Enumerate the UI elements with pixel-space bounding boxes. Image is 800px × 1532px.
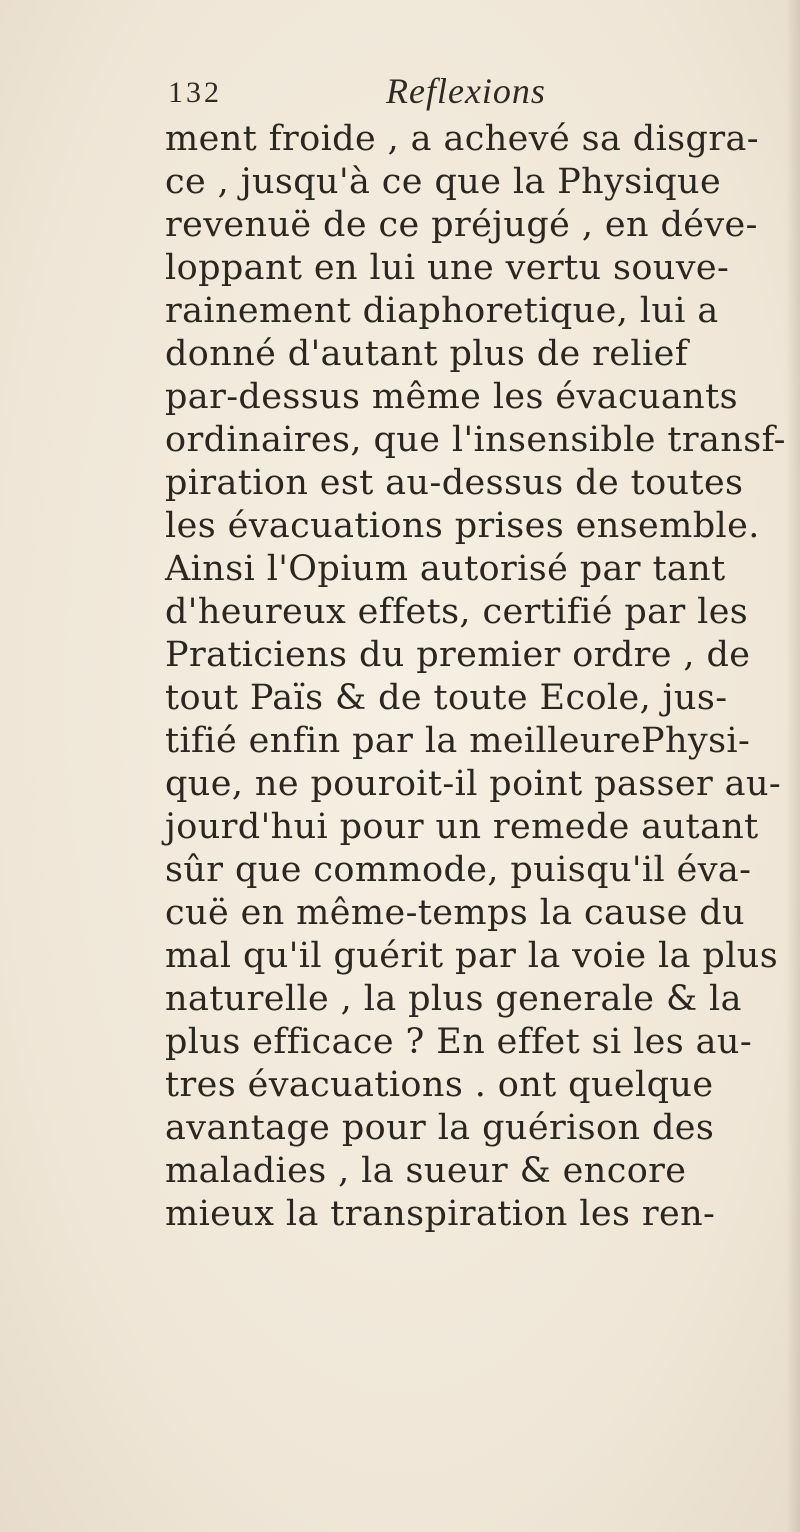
- text-line: Ainsi l'Opium autorisé par tant: [165, 549, 726, 589]
- text-line: d'heureux effets, certifié par les: [165, 592, 749, 632]
- text-line: ment froide , a achevé sa disgra-: [165, 119, 759, 159]
- text-line: mal qu'il guérit par la voie la plus: [165, 936, 779, 976]
- text-line: naturelle , la plus generale & la: [165, 979, 742, 1019]
- running-title: Reflexions: [386, 71, 546, 111]
- text-line: donné d'autant plus de relief: [165, 334, 689, 374]
- text-line: tifié enfin par la meilleurePhysi-: [165, 721, 751, 761]
- text-line: les évacuations prises ensemble.: [165, 506, 760, 546]
- text-line: plus efficace ? En effet si les au-: [165, 1022, 753, 1062]
- text-line: mieux la transpiration les ren-: [165, 1194, 716, 1234]
- text-line: jourd'hui pour un remede autant: [165, 807, 759, 847]
- text-line: tout Païs & de toute Ecole, jus-: [165, 678, 728, 718]
- text-line: ordinaires, que l'insensible transf-: [165, 420, 786, 460]
- text-line: que, ne pouroit-il point passer au-: [165, 764, 782, 804]
- text-line: loppant en lui une vertu souve-: [165, 248, 730, 288]
- text-line: cuë en même-temps la cause du: [165, 893, 745, 933]
- text-line: piration est au-dessus de toutes: [165, 463, 744, 503]
- text-line: revenuë de ce préjugé , en déve-: [165, 205, 758, 245]
- page-number: 132: [168, 76, 222, 109]
- page-header: [168, 70, 648, 118]
- text-line: sûr que commode, puisqu'il éva-: [165, 850, 752, 890]
- text-line: avantage pour la guérison des: [165, 1108, 715, 1148]
- text-line: Praticiens du premier ordre , de: [165, 635, 751, 675]
- body-text: [165, 118, 786, 1236]
- page-edge-shadow: [786, 0, 800, 1532]
- text-line: maladies , la sueur & encore: [165, 1151, 687, 1191]
- text-line: ce , jusqu'à ce que la Physique: [165, 162, 722, 202]
- text-line: rainement diaphoretique, lui a: [165, 291, 719, 331]
- text-line: tres évacuations . ont quelque: [165, 1065, 714, 1105]
- text-line: par-dessus même les évacuants: [165, 377, 738, 417]
